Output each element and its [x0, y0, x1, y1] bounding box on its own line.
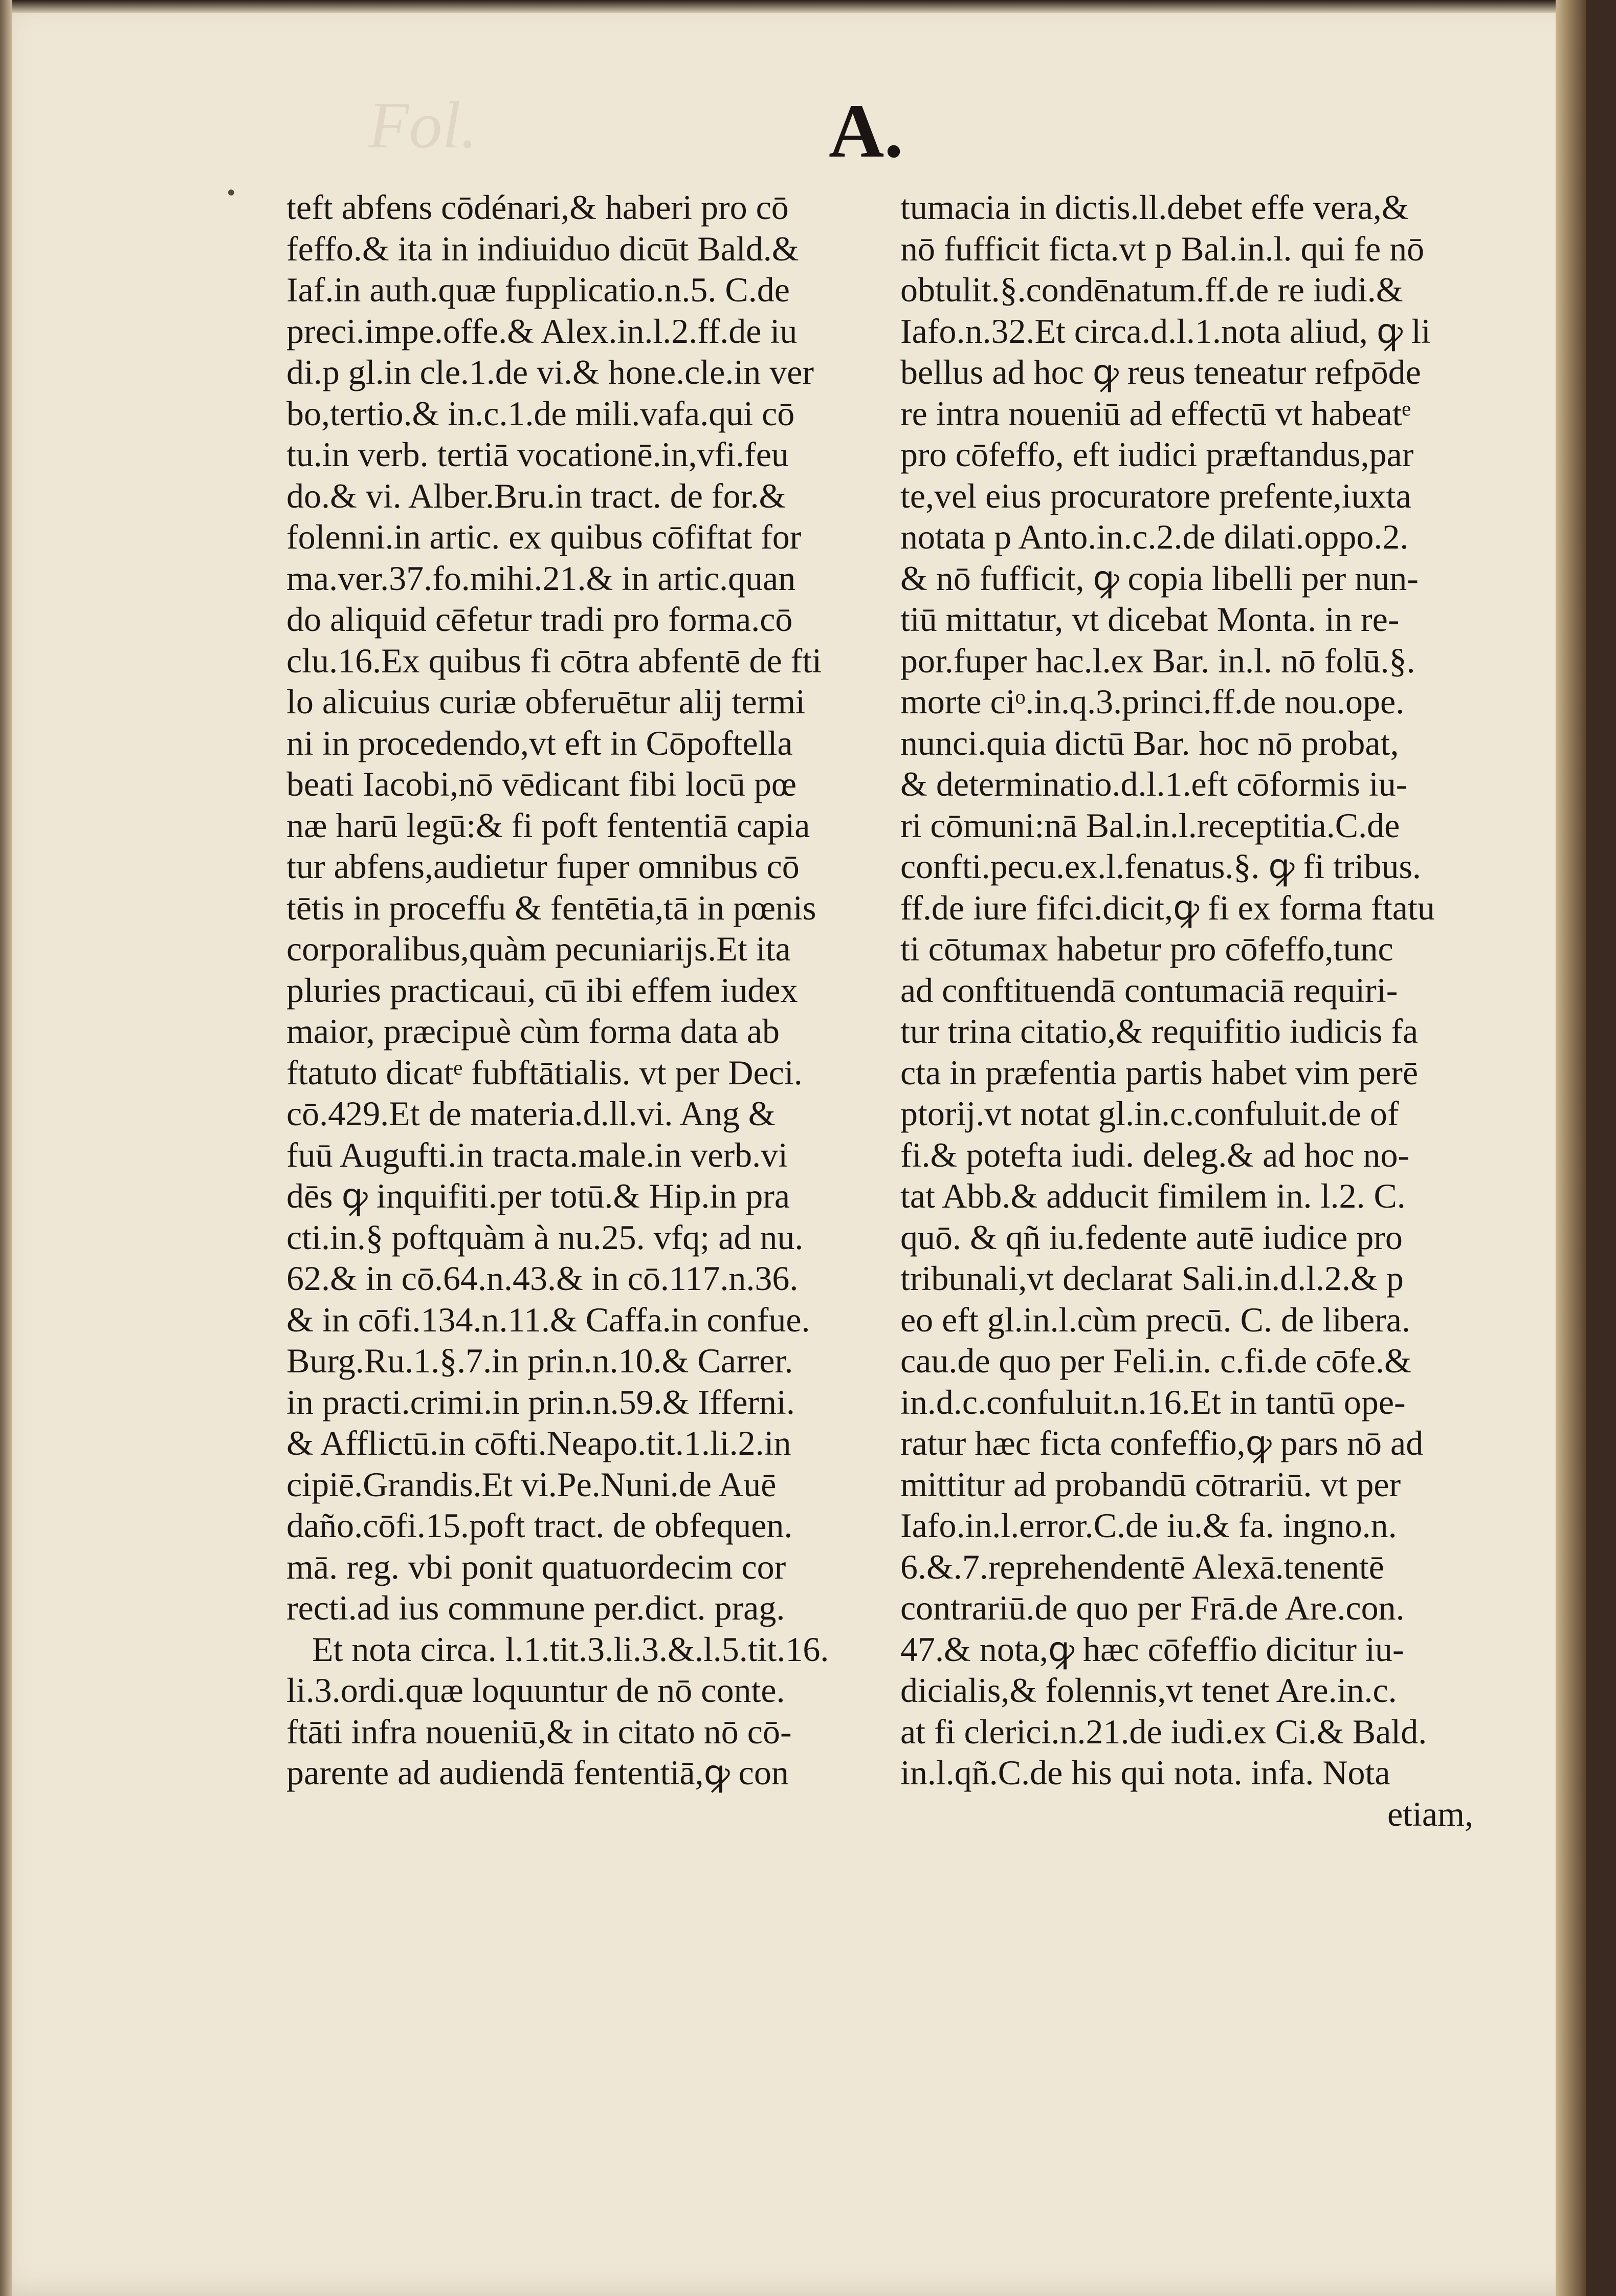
text-line: cti.in.§ poftquàm à nu.25. vfq; ad nu.: [286, 1217, 804, 1257]
text-line: morte ciᵒ.in.q.3.princi.ff.de nou.ope.: [900, 682, 1405, 721]
text-line: daño.cōfi.15.poft tract. de obfequen.: [286, 1506, 793, 1545]
text-line: ftāti infra noueniū,& in citato nō cō-: [286, 1712, 792, 1751]
text-line: cau.de quo per Feli.in. c.fi.de cōfe.&: [900, 1341, 1411, 1380]
text-line: at fi clerici.n.21.de iudi.ex Ci.& Bald.: [900, 1712, 1427, 1751]
text-line: tur abfens,audietur fuper omnibus cō: [286, 847, 800, 886]
text-line: fi.& poteftа iudi. deleg.& ad hoc no-: [900, 1135, 1410, 1174]
text-line: mittitur ad probandū cōtrariū. vt per: [900, 1464, 1401, 1504]
text-line: obtulit.§.condēnatum.ff.de re iudi.&: [900, 270, 1403, 309]
text-line: tribunali,vt declarat Sali.in.d.l.2.& p: [900, 1259, 1404, 1298]
text-line: dēs ꝙ inquifiti.per totū.& Hip.in pra: [286, 1176, 790, 1215]
text-line: cta in præfentia partis habet vim perē: [900, 1053, 1419, 1092]
text-line: ni in procedendo,vt eft in Cōpoftella: [286, 723, 793, 762]
text-line: tiū mittatur, vt dicebat Monta. in re-: [900, 600, 1400, 639]
text-line: fuū Augufti.in tracta.male.in verb.vi: [286, 1135, 788, 1174]
text-line: corporalibus,quàm pecuniarijs.Et ita: [286, 929, 791, 968]
right-column: [900, 187, 1473, 1834]
text-line: di.p gl.in cle.1.de vi.& hone.cle.in ver: [286, 353, 814, 391]
text-line: nō fufficit ficta.vt p Bal.in.l. qui fe nō: [900, 229, 1425, 268]
text-line: feffo.& ita in indiuiduo dicūt Bald.&: [286, 229, 799, 268]
text-line: contrariū.de quo per Frā.de Are.con.: [900, 1588, 1405, 1627]
text-line: bo,tertio.& in.c.1.de mili.vafa.qui cō: [286, 393, 795, 433]
show-through-text: Fol.: [368, 89, 478, 162]
left-column: [286, 187, 849, 1794]
text-line: & in cōfi.134.n.11.& Caffa.in confue.: [286, 1300, 810, 1339]
page-gutter: [0, 0, 12, 2296]
text-line: ma.ver.37.fo.mihi.21.& in artic.quan: [286, 558, 796, 598]
text-line: Iafo.n.32.Et circa.d.l.1.nota aliud, ꝙ li: [900, 311, 1431, 351]
text-line: preci.impe.offe.& Alex.in.l.2.ff.de iu: [286, 311, 798, 351]
text-line: bellus ad hoc ꝙ reus teneatur refpōde: [900, 353, 1421, 391]
text-line: te,vel eius procuratore prefente,iuxta: [900, 476, 1411, 515]
text-line: do aliquid cēfetur tradi pro forma.cō: [286, 600, 793, 639]
text-line: teft abfens cōdénari,& haberi pro cō: [286, 188, 789, 227]
text-line: clu.16.Ex quibus fi cōtra abfentē de fti: [286, 641, 822, 680]
text-line: Iafo.in.l.error.C.de iu.& fa. ingno.n.: [900, 1506, 1397, 1545]
text-line: do.& vi. Alber.Bru.in tract. de for.&: [286, 476, 786, 515]
text-line: nunci.quia dictū Bar. hoc nō probat,: [900, 723, 1399, 762]
text-line: Burg.Ru.1.§.7.in prin.n.10.& Carrer.: [286, 1341, 793, 1380]
text-line: folenni.in artic. ex quibus cōfiftat for: [286, 517, 802, 556]
text-line: parente ad audiendā fententiā,ꝙ con: [286, 1753, 789, 1792]
text-line: confti.pecu.ex.l.fenatus.§. ꝙ fi tribus.: [900, 847, 1421, 886]
text-line: ad conftituendā contumaciā requiri-: [900, 970, 1398, 1010]
text-line: lo alicuius curiæ obferuētur alij termi: [286, 682, 806, 721]
text-line: dicialis,& folennis,vt tenet Are.in.c.: [900, 1671, 1397, 1710]
signature-mark: A.: [829, 89, 903, 173]
text-line: etiam,: [1387, 1794, 1473, 1833]
text-line: 6.&.7.reprehendentē Alexā.tenentē: [900, 1547, 1384, 1586]
text-line: maior, præcipuè cùm forma data ab: [286, 1012, 780, 1051]
text-line: 47.& nota,ꝙ hæc cōfeffio dicitur iu-: [900, 1629, 1404, 1669]
text-line: næ harū legū:& fi poft fententiā capia: [286, 805, 810, 845]
text-line: tur trina citatio,& requifitio iudicis fa: [900, 1012, 1419, 1051]
text-line: in.d.c.confuluit.n.16.Et in tantū ope-: [900, 1382, 1406, 1422]
page-top-edge: [0, 0, 1586, 13]
text-line: ti cōtumax habetur pro cōfeffo,tunc: [900, 929, 1393, 968]
text-line: mā. reg. vbi ponit quatuordecim cor: [286, 1547, 786, 1586]
text-line: Et nota circa. l.1.tit.3.li.3.&.l.5.tit.16.: [312, 1629, 829, 1669]
text-line: por.fuper hac.l.ex Bar. in.l. nō folū.§.: [900, 641, 1415, 680]
text-line: in practi.crimi.in prin.n.59.& Ifferni.: [286, 1382, 795, 1422]
text-line: & nō fufficit, ꝙ copia libelli per nun-: [900, 558, 1419, 598]
text-line: tētis in proceffu & fentētia,tā in pœnis: [286, 888, 816, 927]
text-line: & determinatio.d.l.1.eft cōformis iu-: [900, 764, 1408, 803]
text-line: eo eft gl.in.l.cùm precū. C. de libera.: [900, 1300, 1410, 1339]
text-line: ri cōmuni:nā Bal.in.l.receptitia.C.de: [900, 805, 1400, 845]
page-fore-edge: [1556, 0, 1586, 2296]
text-line: beati Iacobi,nō vēdicant fibi locū pœ: [286, 764, 796, 803]
text-line: re intra noueniū ad effectū vt habeatᵉ: [900, 393, 1411, 433]
margin-dot: •: [225, 182, 237, 205]
text-line: notata p Anto.in.c.2.de dilati.oppo.2.: [900, 517, 1409, 556]
text-line: 62.& in cō.64.n.43.& in cō.117.n.36.: [286, 1259, 799, 1298]
text-line: ff.de iure fifci.dicit,ꝙ fi ex forma ftatu: [900, 888, 1435, 927]
text-line: cipiē.Grandis.Et vi.Pe.Nuni.de Auē: [286, 1464, 777, 1504]
text-line: pro cōfeffo, eft iudici præftandus,par: [900, 435, 1414, 474]
text-line: tumacia in dictis.ll.debet effe vera,&: [900, 188, 1409, 227]
text-line: Iaf.in auth.quæ fupplicatio.n.5. C.de: [286, 270, 790, 309]
text-line: & Afflictū.in cōfti.Neapo.tit.1.li.2.in: [286, 1424, 791, 1462]
text-line: pluries practicaui, cū ibi effem iudex: [286, 970, 798, 1010]
text-line: in.l.qñ.C.de his qui nota. infa. Nota: [900, 1753, 1390, 1792]
text-line: ptorij.vt notat gl.in.c.confuluit.de of: [900, 1094, 1399, 1133]
text-line: ftatuto dicatᵉ fubftātialis. vt per Deci.: [286, 1053, 803, 1092]
text-line: quō. & qñ iu.fedente autē iudice pro: [900, 1217, 1403, 1257]
text-line: cō.429.Et de materia.d.ll.vi. Ang &: [286, 1094, 776, 1133]
text-line: ratur hæc ficta confeffio,ꝙ pars nō ad: [900, 1424, 1424, 1462]
text-line: recti.ad ius commune per.dict. prag.: [286, 1588, 785, 1627]
text-line: li.3.ordi.quæ loquuntur de nō conte.: [286, 1671, 785, 1710]
text-line: tat Abb.& adducit fimilem in. l.2. C.: [900, 1176, 1406, 1215]
text-line: tu.in verb. tertiā vocationē.in,vfi.feu: [286, 435, 789, 474]
